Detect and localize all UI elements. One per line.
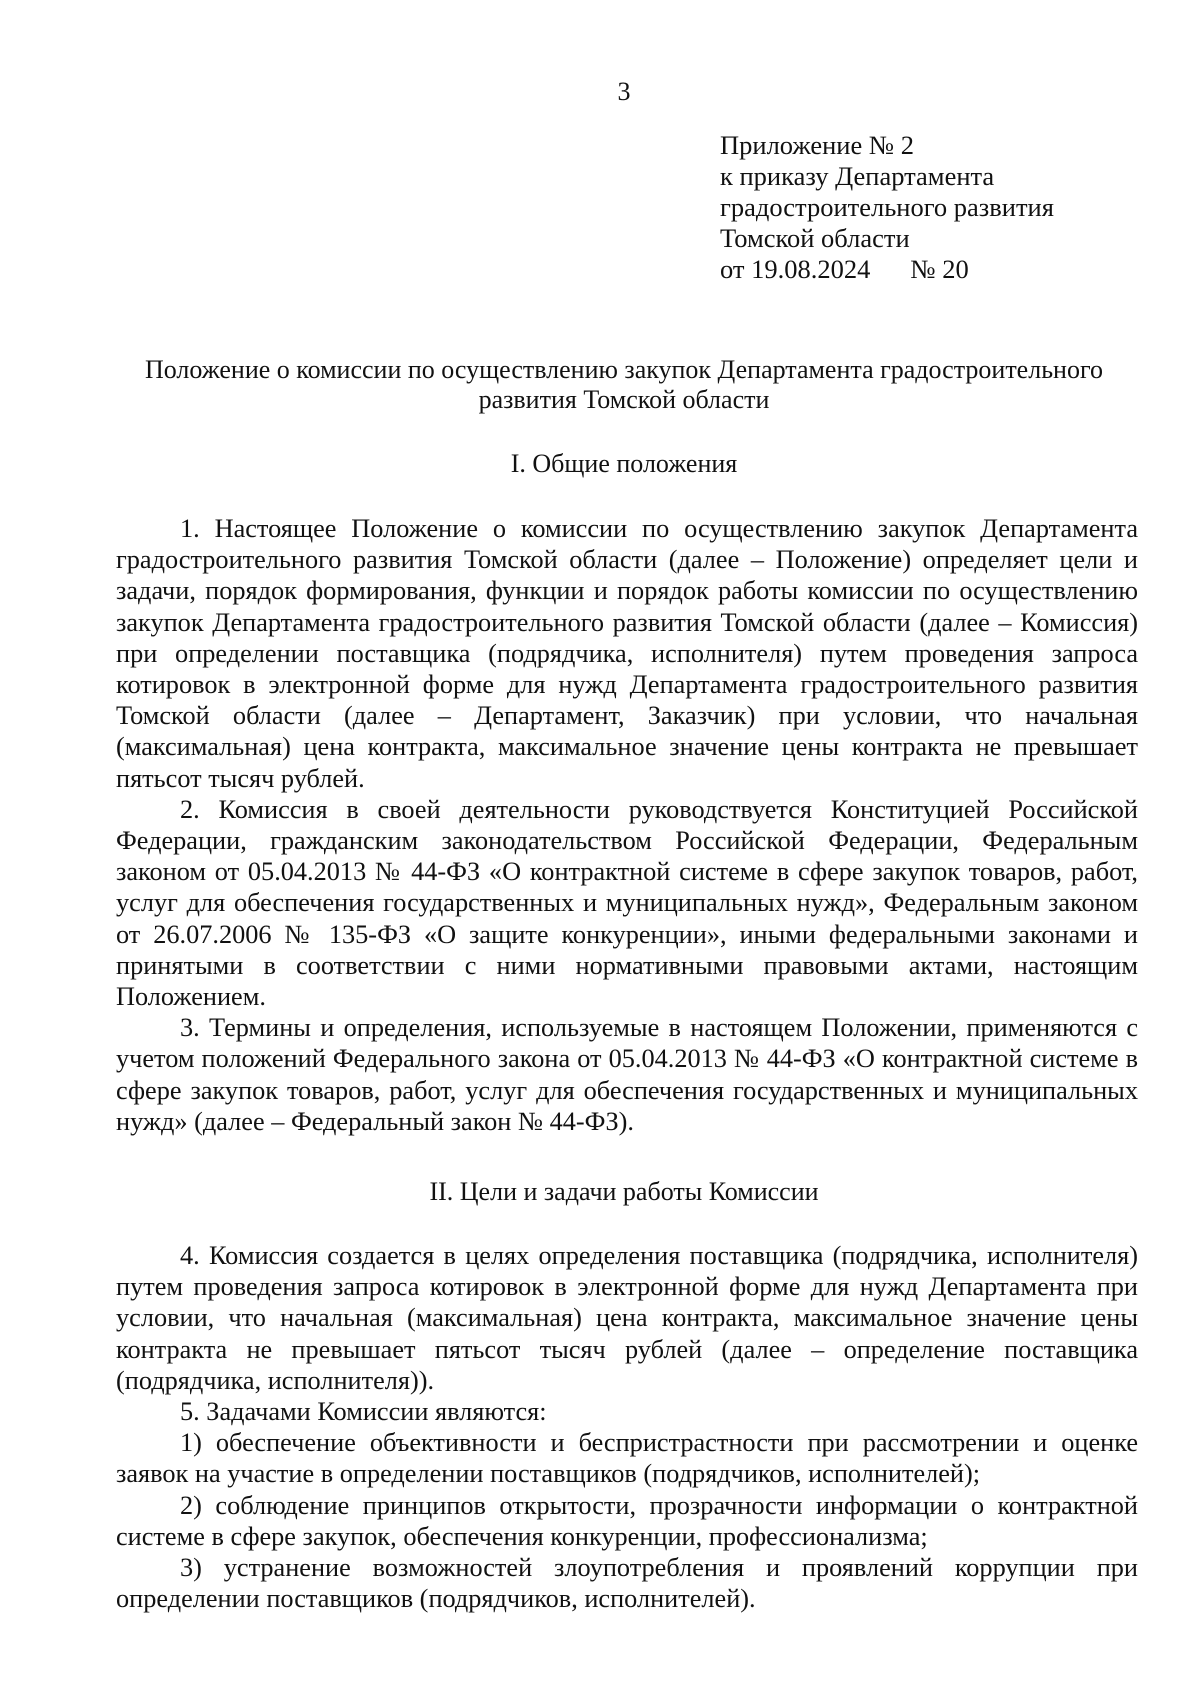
paragraph: 1) обеспечение объективности и беспристрастности при рассмотрении и оценке заявок на участие в определении поставщиков (подрядчиков, исполнителей); <box>116 1428 1138 1489</box>
paragraph: 1. Настоящее Положение о комиссии по осуществлению закупок Департамента градостроительного развития Томской области (далее – Положение) определяет цели и задачи, порядок формирования, функции и порядок работы комиссии по осуществлению закупок Департамента градостроительного развития Томской области (далее – Комиссия) при определении поставщика (подрядчика, исполнителя) путем проведения запроса котировок в электронной форме для нужд Департамента градостроительного развития Томской области (далее – Департамент, Заказчик) при условии, что начальная (максимальная) цена контракта, максимальное значение цены контракта не превышает пятьсот тысяч рублей. <box>116 514 1138 793</box>
appendix-line: Томской области <box>720 223 910 253</box>
appendix-date: от 19.08.2024 <box>720 254 871 284</box>
section-body-goals <box>116 1240 1138 1614</box>
appendix-block <box>720 130 1054 285</box>
paragraph: 3. Термины и определения, используемые в настоящем Положении, применяются с учетом положений Федерального закона от 05.04.2013 № 44-ФЗ «О контрактной системе в сфере закупок товаров, работ, услуг для обеспечения государственных и муниципальных нужд» (далее – Федеральный закон № 44-ФЗ). <box>116 1013 1138 1136</box>
section-heading-general: I. Общие положения <box>510 449 738 478</box>
page-number: 3 <box>617 77 631 106</box>
paragraph: 2) соблюдение принципов открытости, прозрачности информации о контрактной системе в сфере закупок, обеспечения конкуренции, профессионализма; <box>116 1490 1138 1551</box>
paragraph: 3) устранение возможностей злоупотребления и проявлений коррупции при определении поставщиков (подрядчиков, исполнителей). <box>116 1553 1138 1614</box>
paragraph: 4. Комиссия создается в целях определения поставщика (подрядчика, исполнителя) путем проведения запроса котировок в электронной форме для нужд Департамента при условии, что начальная (максимальная) цена контракта, максимальное значение цены контракта не превышает пятьсот тысяч рублей (далее – определение поставщика (подрядчика, исполнителя)). <box>116 1241 1138 1395</box>
appendix-line: Приложение № 2 <box>720 130 915 160</box>
section-body-general <box>116 513 1138 1137</box>
document-title: Положение о комиссии по осуществлению закупок Департамента градостроительного развития Томской области <box>144 355 1103 414</box>
appendix-line: к приказу Департамента <box>720 161 995 191</box>
appendix-number: № 20 <box>910 254 969 284</box>
paragraph: 2. Комиссия в своей деятельности руководствуется Конституцией Российской Федерации, гражданским законодательством Российской Федерации, Федеральным законом от 05.04.2013 № 44-ФЗ «О контрактной системе в сфере закупок товаров, работ, услуг для обеспечения государственных и муниципальных нужд», Федеральным законом от 26.07.2006 № 135-ФЗ «О защите конкуренции», иными федеральными законами и принятыми в соответствии с ними нормативными правовыми актами, настоящим Положением. <box>116 794 1138 1012</box>
paragraph: 5. Задачами Комиссии являются: <box>180 1397 547 1427</box>
section-heading-goals: II. Цели и задачи работы Комиссии <box>429 1177 819 1206</box>
appendix-line: градостроительного развития <box>720 192 1054 222</box>
appendix-date-line <box>720 254 1054 285</box>
